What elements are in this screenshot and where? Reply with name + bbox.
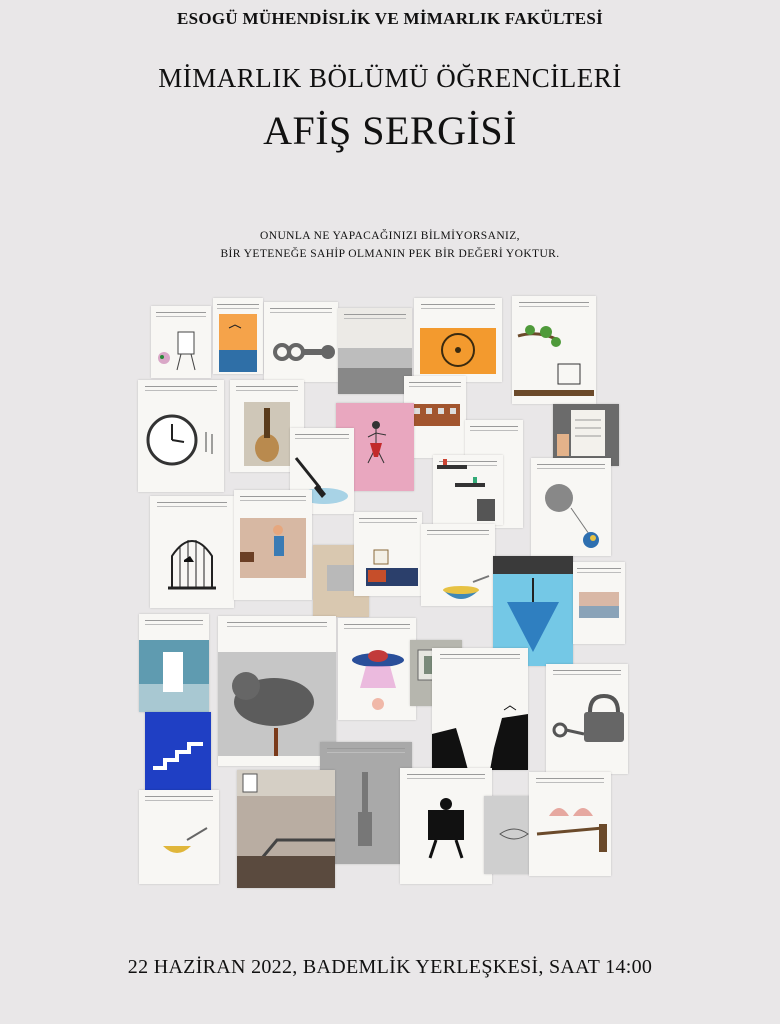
- poster-staircase-photo: [237, 770, 335, 888]
- candle-icon: [139, 614, 209, 712]
- faculty-title: ESOGÜ MÜHENDİSLİK VE MİMARLIK FAKÜLTESİ: [176, 9, 604, 28]
- poster-soup-bowl: [421, 524, 495, 606]
- poster-easel: [151, 306, 211, 378]
- quote-line-1: ONUNLA NE YAPACAĞINIZI BİLMİYORSANIZ,: [260, 230, 520, 242]
- key-icon: [264, 302, 338, 382]
- poster-elephant: [218, 616, 336, 766]
- crowd-icon: [573, 562, 625, 644]
- poster-clock: [138, 380, 224, 492]
- stairs-icon: [145, 712, 211, 790]
- poster-silhouette: [400, 768, 492, 884]
- poster-ballerina: [338, 308, 412, 394]
- poster-orange-circle: [414, 298, 502, 382]
- poster-sketchbook: [553, 404, 619, 466]
- poster-padlock: [546, 664, 628, 774]
- elephant-icon: [218, 616, 336, 766]
- dancer-icon: [338, 308, 412, 394]
- poster-birdcage: [150, 496, 234, 608]
- poster-stairs-blue: [145, 712, 211, 790]
- poster-birdcage-branch: [512, 296, 596, 404]
- exhibition-title: AFİŞ SERGİSİ: [263, 108, 517, 153]
- spoon-icon: [139, 790, 219, 884]
- event-details: 22 HAZİRAN 2022, BADEMLİK YERLEŞKESİ, SAAT 14:00: [127, 956, 653, 978]
- person-icon: [234, 490, 312, 600]
- bird-icon: [213, 298, 263, 374]
- poster-ufo: [338, 618, 416, 720]
- branch-icon: [512, 296, 596, 404]
- poster-spoon: [139, 790, 219, 884]
- poster-gardener: [234, 490, 312, 600]
- padlock-icon: [546, 664, 628, 774]
- cup-icon: [354, 512, 422, 596]
- poster-shelves-2: [433, 455, 503, 525]
- poster-key: [264, 302, 338, 382]
- bubble-icon: [531, 458, 611, 556]
- cliff-icon: [432, 648, 528, 770]
- poster-tea: [354, 512, 422, 596]
- easel-icon: [151, 306, 211, 378]
- clock-icon: [138, 380, 224, 492]
- department-title: MİMARLIK BÖLÜMÜ ÖĞRENCİLERİ: [158, 63, 622, 93]
- scale-icon: [529, 772, 611, 876]
- record-icon: [414, 298, 502, 382]
- poster-cliff: [432, 648, 528, 770]
- bowl-icon: [421, 524, 495, 606]
- poster-balance: [529, 772, 611, 876]
- staircase-icon: [237, 770, 335, 888]
- silhouette-icon: [400, 768, 492, 884]
- poster-bubble: [531, 458, 611, 556]
- quote-line-2: BİR YETENEĞE SAHİP OLMANIN PEK BİR DEĞERİ YOKTUR.: [220, 248, 560, 260]
- pencil-icon: [553, 404, 619, 466]
- poster-crowd: [573, 562, 625, 644]
- ufo-icon: [338, 618, 416, 720]
- cage-icon: [150, 496, 234, 608]
- poster-candle-sea: [139, 614, 209, 712]
- poster-sea-sunset: [213, 298, 263, 374]
